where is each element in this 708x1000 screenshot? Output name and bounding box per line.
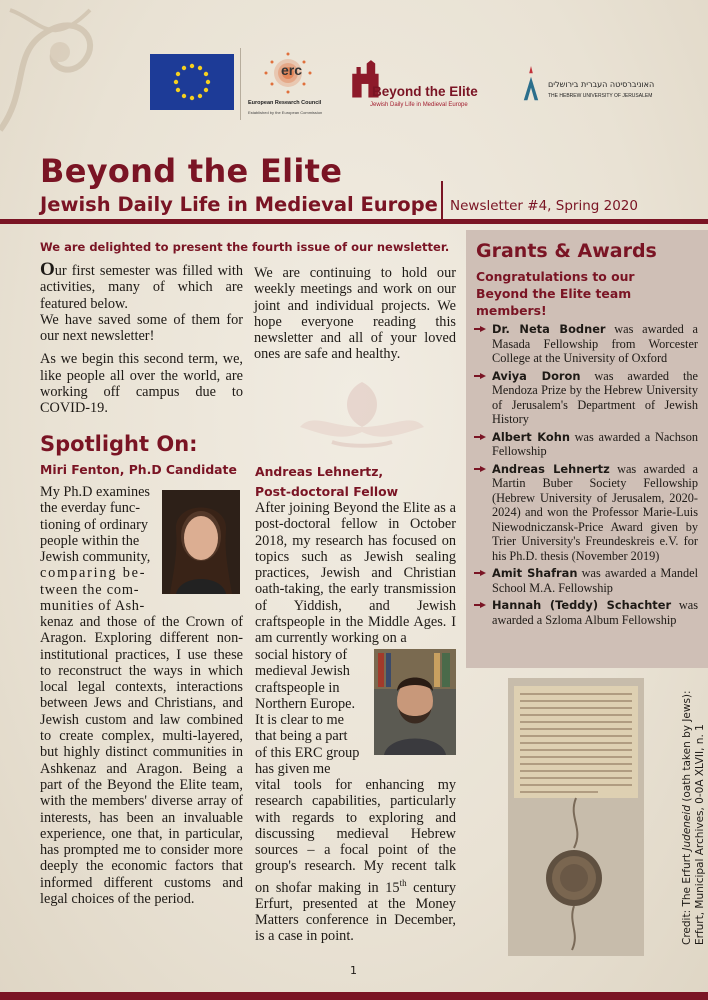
judeneid-document-image: [508, 678, 644, 956]
arrow-bullet-icon: [474, 568, 486, 578]
arrow-bullet-icon: [474, 324, 486, 334]
intro-paragraph-3: We are continuing to hold our weekly meetings and work on our joint and individual projects. We hope everyone reading this newsletter and all of your loved ones are safe and healthy.: [254, 265, 456, 363]
miri-name: Miri Fenton, Ph.D Candidate: [40, 462, 237, 477]
erc-acronym: erc: [281, 62, 303, 78]
huji-logo: [520, 60, 670, 110]
project-logo: [348, 56, 498, 116]
grant-item: Andreas Lehnertz was awarded a Martin Buber Society Fellowship (Hebrew University of Jerusalem, 2020-2024) and won the Professor Marie-Luis Niewodniczansk-Price Award given by Trier University's Freundeskreis e.V. for his Ph.D. thesis (November 2019): [474, 462, 698, 564]
eu-flag-logo: [150, 54, 234, 110]
andreas-text-rest: vital tools for enhancing my research capabilities, particularly with regards to exploring and discussing medieval Hebrew sources – a focal point of the group's research. My recent talk on shofar making in 15th century Erfurt, presented at the Money Matters conference in December, is a case in point.: [255, 777, 457, 945]
grants-congrats: Congratulations to our Beyond the Elite team members!: [476, 269, 635, 318]
arrow-bullet-icon: [474, 600, 486, 610]
andreas-line: social history of: [255, 647, 348, 663]
image-credit: Credit: The Erfurt Judeneid (oath taken by Jews): Erfurt, Municipal Archives, 0-0A XLVII, n. 1: [681, 690, 706, 945]
miri-line: tween the com-: [40, 581, 140, 598]
issue-label: Newsletter #4, Spring 2020: [450, 198, 638, 214]
miri-photo: [162, 490, 240, 594]
andreas-line: has given me: [255, 761, 331, 778]
intro-column-1: [40, 259, 243, 417]
logo-divider: [240, 48, 241, 120]
intro-paragraph-1: Our first semester was filled with activities, many of which are featured below. We have saved some of them for our next newsletter!: [40, 259, 243, 345]
grant-item: Dr. Neta Bodner was awarded a Masada Fellowship from Worcester College at the University of Oxford: [474, 322, 698, 366]
erc-logo: [248, 48, 358, 120]
miri-text: kenaz and those of the Crown of Aragon. Exploring different non-institutional practices, I use these to reconstruct the ways in which local legal contexts, interactions between Jews and Christians, and Jewish custom and law combined to create complex, multi-layered, but highly distinct communities in Ashkenaz and Aragon. Being a part of the Beyond the Elite team, with the members' diverse array of interests, has been an invaluable experience, one that, in particular, has prompted me to consider more deeply the economic factors that informed different customs and legal choices of the period.: [40, 614, 243, 908]
andreas-name-line: Andreas Lehnertz,: [255, 464, 384, 479]
intro-heading: We are delighted to present the fourth issue of our newsletter.: [40, 240, 450, 254]
bottom-rule: [0, 992, 708, 1000]
grants-box: [466, 230, 708, 668]
huji-emblem-icon: [520, 66, 542, 102]
masthead-rule: [0, 219, 708, 224]
logo-row: [150, 48, 670, 118]
miri-line: munities of Ash-: [40, 598, 145, 615]
huji-hebrew-name: האוניברסיטה העברית בירושלים: [548, 80, 655, 89]
grant-item: Hannah (Teddy) Schachter was awarded a Szloma Album Fellowship: [474, 598, 698, 627]
miri-text-wrap: [40, 484, 158, 614]
project-logo-subtitle: Jewish Daily Life in Medieval Europe: [370, 102, 468, 108]
grant-item: Amit Shafran was awarded a Mandel School M.A. Fellowship: [474, 566, 698, 595]
ornament-corner: [0, 0, 140, 140]
andreas-line: medieval Jewish: [255, 663, 350, 680]
masthead-subtitle: Jewish Daily Life in Medieval Europe: [40, 193, 438, 216]
andreas-name: [255, 462, 455, 502]
miri-line: the everday func-: [40, 500, 141, 517]
intro-paragraph-2: As we begin this second term, we, like people all over the world, are working off campus due to COVID-19.: [40, 351, 243, 417]
andreas-text-top: After joining Beyond the Elite as a post-doctoral fellow in October 2018, my research has focused on topics such as Jewish sealing practices, Jewish and Christian oath-taking, the early transmission of Yiddish, and Jewish craftspeople in the Middle Ages. I am currently working on a: [255, 500, 456, 647]
andreas-text-wrap: [255, 647, 373, 777]
masthead-title: Beyond the Elite: [40, 152, 343, 190]
andreas-title-line: Post-doctoral Fellow: [255, 484, 399, 499]
andreas-line: that being a part: [255, 728, 348, 745]
arrow-bullet-icon: [474, 432, 486, 442]
grant-item: Albert Kohn was awarded a Nachson Fellowship: [474, 430, 698, 459]
dropcap: O: [40, 259, 55, 280]
andreas-line: Northern Europe.: [255, 695, 356, 712]
erc-name: European Research Council: [248, 100, 322, 106]
grant-item: Aviya Doron was awarded the Mendoza Prize by the Hebrew University of Jerusalem's Department of Jewish History: [474, 369, 698, 427]
grants-title: Grants & Awards: [476, 240, 657, 262]
miri-line: comparing be-: [40, 565, 147, 582]
miri-line: My Ph.D examines: [40, 484, 150, 500]
masthead-divider: [441, 181, 443, 221]
intro-column-2: [254, 265, 456, 363]
andreas-photo: [374, 649, 456, 755]
page-number: 1: [350, 964, 357, 977]
arrow-bullet-icon: [474, 464, 486, 474]
huji-english-name: THE HEBREW UNIVERSITY OF JERUSALEM: [548, 93, 653, 99]
project-logo-title: Beyond the Elite: [372, 84, 478, 99]
miri-line: people within the: [40, 532, 140, 549]
miri-line: Jewish community,: [40, 549, 151, 566]
andreas-line: of this ERC group: [255, 744, 360, 761]
arrow-bullet-icon: [474, 371, 486, 381]
ornament-flower: [292, 372, 432, 452]
andreas-line: craftspeople in: [255, 679, 340, 696]
grants-list: [474, 322, 698, 630]
erc-subtitle: Established by the European Commission: [248, 110, 323, 115]
andreas-line: It is clear to me: [255, 712, 344, 729]
spotlight-title: Spotlight On:: [40, 432, 198, 456]
miri-line: tioning of ordinary: [40, 516, 149, 533]
